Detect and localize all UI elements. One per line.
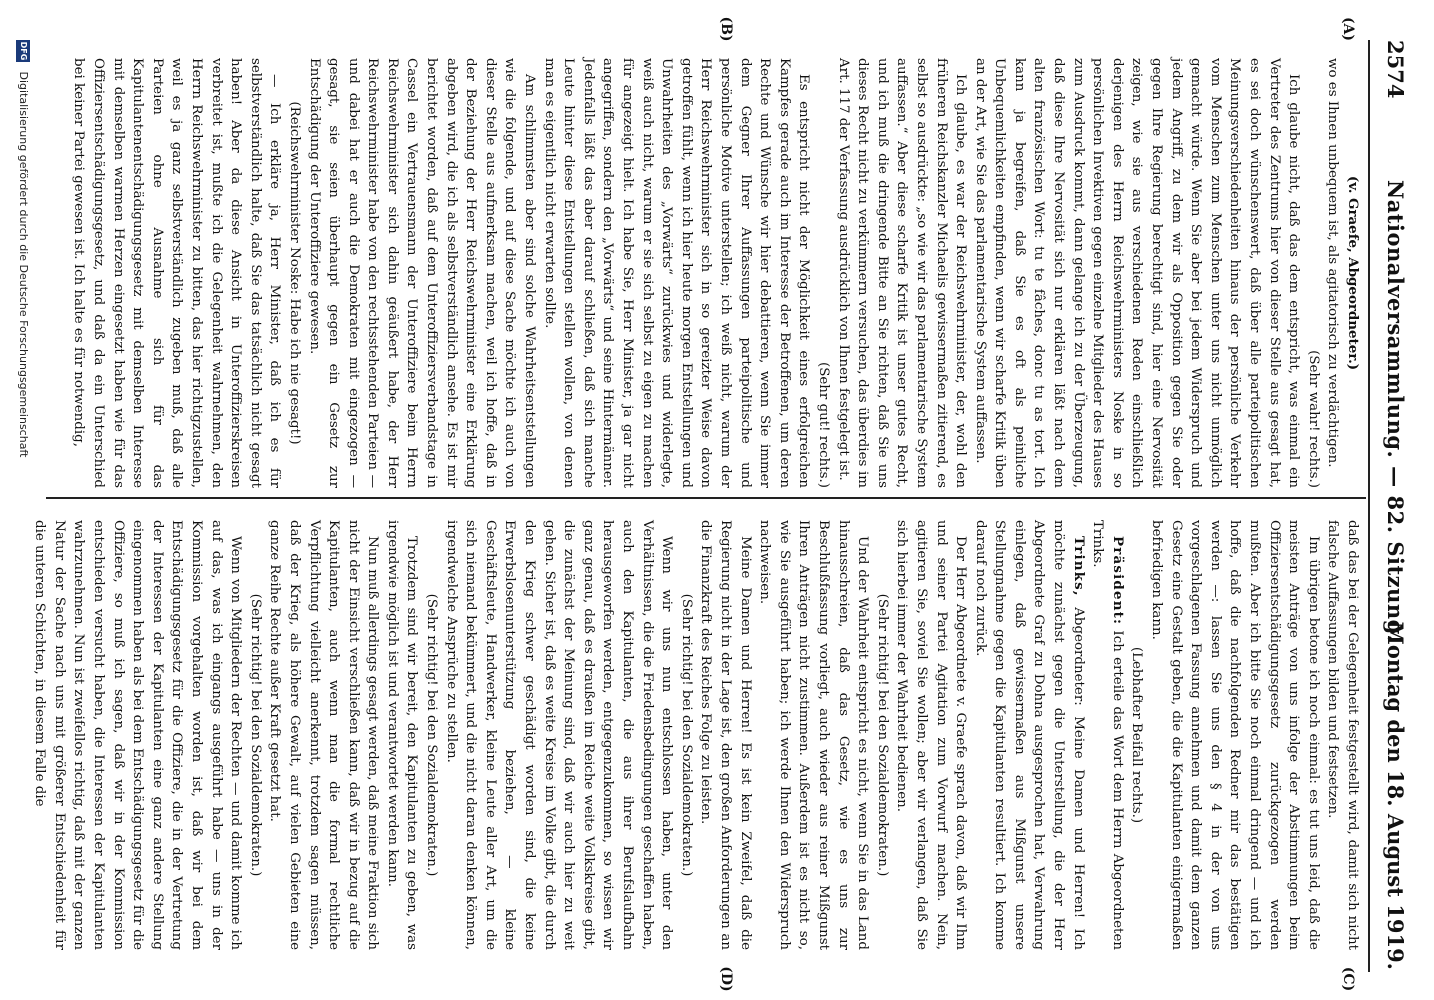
paragraph: Trotzdem sind wir bereit, den Kapitulanten zu geben, was irgendwie möglich ist und verantwortet werden kann.	[384, 520, 420, 950]
interjection: (Sehr wahr! rechts.)	[1305, 350, 1321, 488]
paragraph: Nun muß allerdings gesagt werden, daß meine Fraktion sich nicht der Einsicht verschließen kann, daß wir in bezug auf die Kapitulanten, auch wenn man die formal rechtliche Verpflichtung vielleicht anerkennt, trotzdem sagen müssen, daß der Krieg, als höhere Gewalt, auf vielen Gebieten eine ganze Reihe Rechte außer Kraft gesetzt hat.	[267, 520, 381, 950]
paragraph: Meine Damen und Herren! Es ist kein Zweifel, daß die Regierung nicht in der Lage ist, den großen Anforderungen an die Finanzkraft des Reiches Folge zu leisten.	[698, 520, 753, 950]
paragraph: Der Herr Abgeordnete v. Graefe sprach davon, daß wir Ihm und seiner Partei Agitation zum Vorwurf machen. Nein, agitieren Sie, soviel Sie wollen; aber wir verlangen, daß Sie sich hierbei immer der Wahrheit bedienen.	[894, 520, 969, 950]
footer	[8, 40, 30, 970]
header-rule	[1368, 40, 1370, 972]
left-column	[69, 58, 1362, 488]
paragraph-text: Ich erteile das Wort dem Herrn Abgeordneten Trinks.	[1090, 520, 1125, 950]
interjection: (Sehr gut! rechts.)	[815, 361, 831, 488]
interjection: (Sehr richtig! bei den Sozialdemokraten.)	[874, 593, 890, 877]
paragraph: daß das bei der Gelegenheit festgestellt wird, damit sich nicht falsche Auffassungen bilden und festsetzen.	[1325, 520, 1360, 950]
margin-marker-a: (A)	[1340, 16, 1356, 42]
right-column	[30, 520, 1362, 950]
footer-text: Digitalisierung gefördert durch die Deutsche Forschungsgemeinschaft	[17, 71, 30, 458]
paragraph-text: Abgeordneter: Meine Damen und Herren! Ich möchte zunächst gegen die Unterstellung, die der Herr Abgeordnete Graf zu Dohna ausgesprochen hat, Verwahrung einlegen, daß gewissermaßen aus Mißgunst unsere Stellungnahme gegen die Kapitulanten resultiert. Ich komme darauf noch zurück.	[972, 520, 1086, 950]
margin-marker-b: (B)	[718, 16, 734, 42]
interjection: (Lebhafter Beifall rechts.)	[1129, 646, 1145, 824]
paragraph: Im übrigen betone ich noch einmal: es tut uns leid, daß die meisten Anträge von uns infolge der Abstimmungen beim Offiziersentschädigungsgesetz zurückgezogen werden mußten. Aber ich bitte Sie noch einmal dringend — und ich hoffe, daß die nachfolgenden Redner mir das bestätigen werden —: lassen Sie uns den § 4 in der von uns vorgeschlagenen Fassung annehmen und damit dem ganzen Gesetz eine Gestalt geben, die die Kapitulanten einigermaßen befriedigen kann.	[1149, 520, 1321, 950]
speaker-trinks: Trinks,	[1070, 536, 1087, 597]
paragraph: — Ich erkläre ja, Herr Minister, daß ich es für selbstverständlich halte, daß Sie das tatsächlich nicht gesagt haben! Aber da diese Ansicht in Unteroffizierskreisen verbreitet ist, mußte ich die Gelegenheit wahrnehmen, den Herrn Reichswehrminister zu bitten, das hier richtigzustellen, weil es ja ganz selbstverständlich zugeben muß, daß alle Parteien ohne Ausnahme sich für das Kapitulantenentschädigungsgesetz mit demselben Interesse mit demselben warmen Herzen eingesetzt haben wie für das Offiziersentschädigungsgesetz, und daß da ein Unterschied bei keiner Partei gewesen ist. Ich halte es für notwendig,	[71, 58, 283, 488]
paragraph: Ich glaube, es war der Reichswehrminister, der, wohl den früheren Reichskanzler Michaelis gewissermaßen zitierend, es selbst so ausdrückte: „so wie wir das parlamentarische System auffassen.“ Aber diese scharfe Kritik ist unser gutes Recht, und ich muß die dringende Bitte an Sie richten, daß Sie uns dieses Recht nicht zu verkümmern versuchen, das überdies im Art. 117 der Verfassung ausdrücklich von Ihnen festgelegt ist.	[835, 58, 969, 488]
margin-marker-c: (C)	[1340, 966, 1356, 992]
interjection: (Sehr richtig! bei den Sozialdemokraten.)	[678, 593, 694, 877]
paragraph: Am schlimmsten aber sind solche Wahrheitsentstellungen wie die folgende, und auf diese Sache möchte ich auch von dieser Stelle aus aufmerksam machen, weil ich hoffe, daß in der Beziehung der Herr Reichswehrminister eine Erklärung abgeben wird, die ich als selbstverständlich ansehe. Es ist mir berichtet worden, daß auf dem Unteroffiziersverbandstage in Cassel ein Vertrauensmann der Unteroffiziere beim Herrn Reichswehrminister sich dahin geäußert habe, der Herr Reichswehrminister habe von den rechtsstehenden Parteien — und dabei hat er auch die Demokraten mit eingezogen — gesagt, sie seien überhaupt gegen ein Gesetz zur Entschädigung der Unteroffiziere gewesen.	[306, 58, 538, 488]
paragraph: Wenn wir uns nun entschlossen haben, unter den Verhältnissen, die die Friedensbedingungen geschaffen haben, auch den Kapitulanten, die aus ihrer Berufslaufbahn herausgeworfen werden, entgegenzukommen, so wissen wir ganz genau, daß es draußen im Reiche weite Volkskreise gibt, die zunächst der Meinung sind, daß wir auch hier zu weit gehen. Sicher ist, daß es weite Kreise im Volke gibt, die durch den Krieg schwer geschädigt worden sind, die keine Erwerbslosenunterstützung beziehen, — kleine Geschäftsleute, Handwerker, kleine Leute aller Art, um die sich niemand bekümmert, und die nicht daran denken können, irgendwelche Ansprüche zu stellen.	[443, 520, 675, 950]
interjection: (Reichswehrminister Noske: Habe ich nie gesagt!)	[286, 101, 302, 445]
page-header	[1374, 40, 1408, 970]
interjection: (Sehr richtig! bei den Sozialdemokraten.)	[247, 593, 263, 877]
paragraph: Es entspricht nicht der Möglichkeit eines erfolgreichen Kampfes gerade auch im Interesse der Betroffenen, um deren Rechte und Wünsche wir hier debattieren, wenn Sie immer dem Gegner Ihrer Auffassungen parteipolitische und persönliche Motive unterstellen; ich weiß nicht, warum der Herr Reichswehrminister sich in so gereizter Weise davon getroffen fühlt, wenn ich hier heute morgen Entstellungen und Unwahrheiten des „Vorwärts“ zurückwies und widerlegte, weiß auch nicht, warum er sie sich selbst zu eigen zu machen für angezeigt hielt. Ich habe Sie, Herr Minister, ja gar nicht angegriffen, sondern den „Vorwärts“ und seine Hintermänner. Jedenfalls läßt das aber darauf schließen, daß sich manche Leute hinter diese Entstellungen stellen wollen, von denen man es eigentlich nicht erwarten sollte.	[541, 58, 812, 488]
dfg-logo: DFG	[16, 40, 30, 62]
paragraph: Ich glaube nicht, daß das dem entspricht, was einmal ein Vertreter des Zentrums hier von dieser Stelle aus gesagt hat, es sei doch wünschenswert, daß über alle parteipolitischen Meinungsverschiedenheiten hinaus der persönliche Verkehr vom Menschen zum Menschen unter uns nicht unmöglich gemacht würde. Wenn Sie aber bei jedem Widerspruch und jedem Angriff, zu dem wir als Opposition gegen Sie oder gegen Ihre Regierung berechtigt sind, hier eine Nervosität zeigen, wie sie aus verschiedenen Reden einschließlich derjenigen des Herrn Reichswehrministers Noske in so persönlichen Invektiven gegen einzelne Mitglieder des Hauses zum Ausdruck kommt, dann gelange ich zu der Überzeugung, daß diese Ihre Nervosität sich nur erklären läßt nach dem alten französischen Wort: tu te fâches, donc tu as tort. Ich kann ja begreifen, daß Sie es oft als peinliche Unbequemlichkeiten empfinden, wenn wir scharfe Kritik üben an der Art, wie Sie das parlamentarische System auffassen.	[972, 58, 1302, 488]
paragraph-trinks	[970, 520, 1088, 950]
margin-marker-d: (D)	[718, 966, 734, 992]
column-divider	[46, 497, 1366, 499]
paragraph: Und der Wahrheit entspricht es nicht, wenn Sie in das Land hinausschreien, daß das Gesetz, wie es uns zur Beschlußfassung vorliegt, auch wieder aus reiner Mißgunst Ihren Anträgen nicht zustimmen. Außerdem ist es nicht so, wie Sie ausgeführt haben; ich werde Ihnen den Widerspruch nachweisen.	[757, 520, 871, 950]
page-number: 2574	[1383, 40, 1408, 99]
speaker-president: Präsident:	[1109, 536, 1126, 626]
page-title: Nationalversammlung. — 82. Sitzung.	[1383, 180, 1408, 643]
paragraph: wo es Ihnen unbequem ist, als agitatorisch zu verdächtigen.	[1325, 58, 1341, 468]
speaker-label: (v. Graefe, Abgeordneter.)	[1345, 175, 1361, 371]
paragraph: Wenn von Mitgliedern der Rechten — und damit komme ich auf das, was ich eingangs ausgeführt habe — uns in der Kommission vorgehalten worden ist, daß wir bei dem Entschädigungsgesetz für die Offiziere, die in der Vertretung der Interessen der Kapitulanten eine ganz andere Stellung eingenommen haben als bei dem Entschädigungsgesetz für die Offiziere, so muß ich sagen, daß wir in der Kommission entschieden versucht haben, die Interessen der Kapitulanten wahrzunehmen. Nun ist zweifellos richtig, daß mit der ganzen Natur der Sache nach uns mit größerer Entschiedenheit für die unteren Schichten, in diesem Falle die	[32, 520, 244, 950]
page-date: Montag den 18. August 1919.	[1383, 621, 1408, 970]
paragraph-president	[1088, 520, 1127, 950]
interjection: (Sehr richtig! bei den Sozialdemokraten.)	[424, 593, 440, 877]
